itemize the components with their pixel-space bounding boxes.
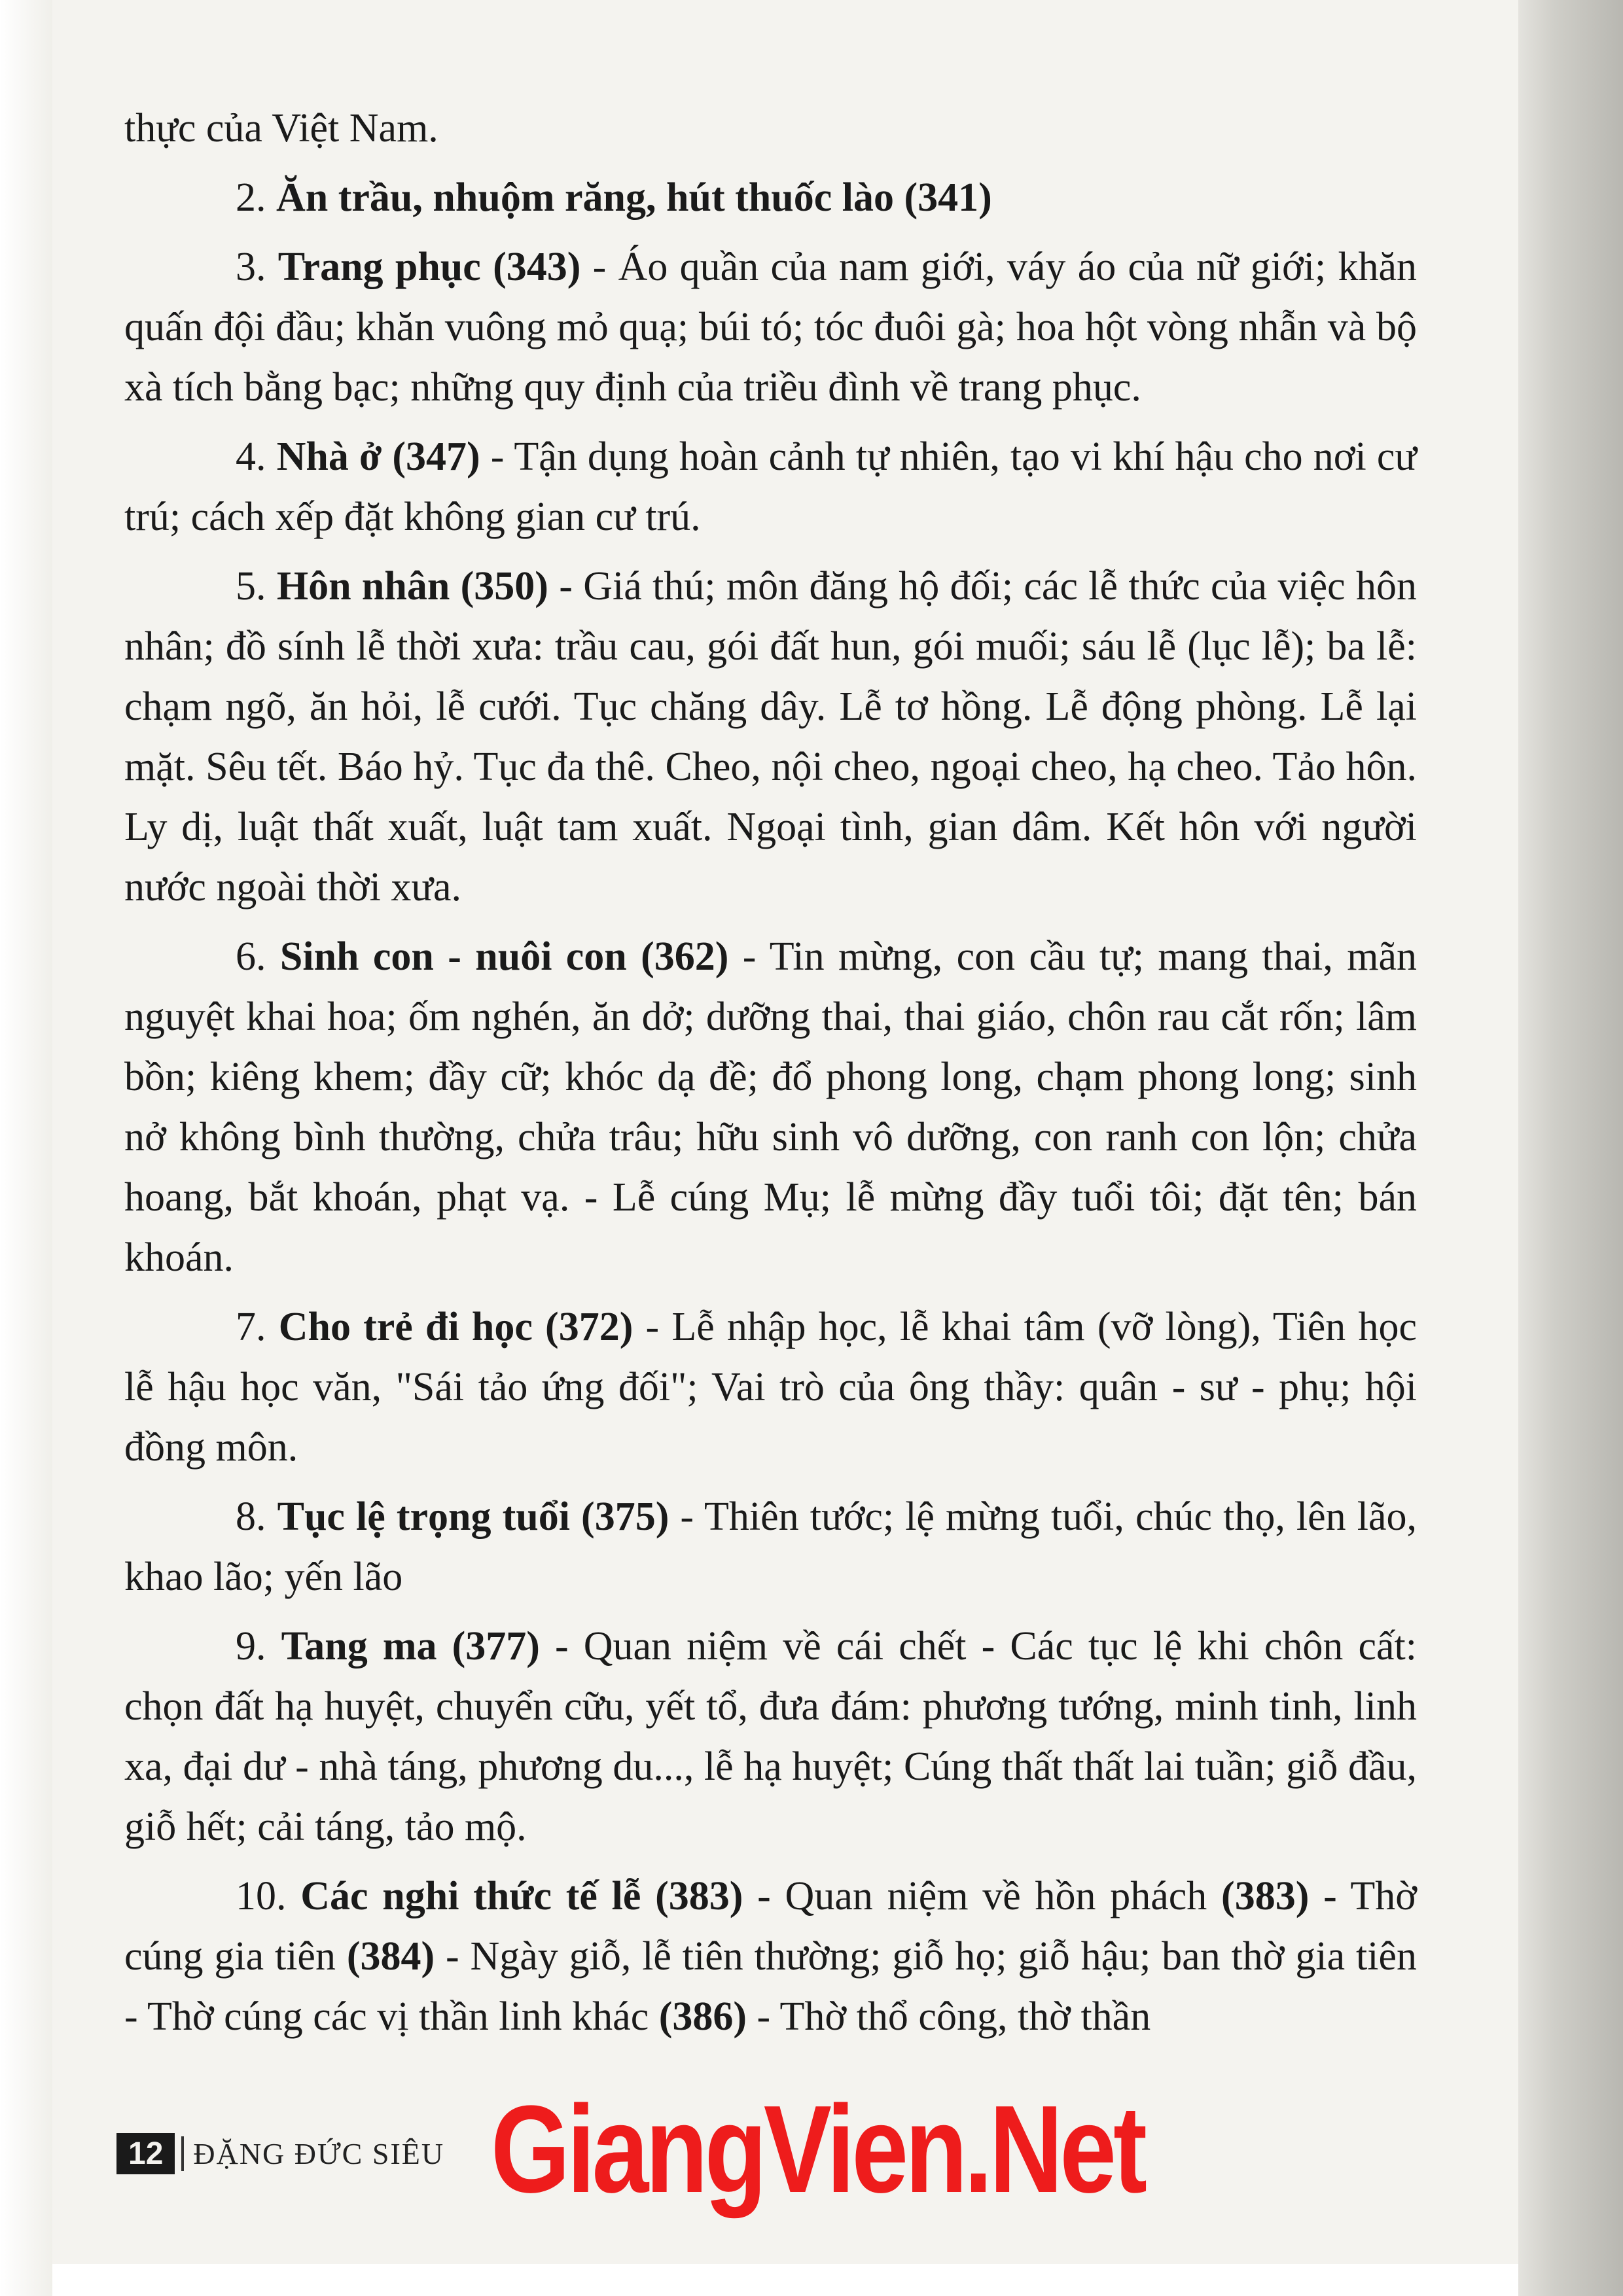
item-body: - Thiên tước; lệ mừng tuổi, chúc thọ, lên lão, khao lão; yến lão: [124, 1494, 1418, 1599]
item-body: - Áo quần của nam giới, váy áo của nữ giới; khăn quấn đội đầu; khăn vuông mỏ quạ; búi tó; tóc đuôi gà; hoa hột vòng nhẫn và bộ xà tích bằng bạc; những quy định của triều đình về trang phục.: [124, 245, 1417, 410]
item-number: 9.: [236, 1624, 281, 1669]
page-footer: [116, 2125, 444, 2181]
item-number: 2.: [236, 175, 276, 220]
paragraph-item-2: [124, 168, 1417, 228]
item-title: Tục lệ trọng tuổi (375): [277, 1494, 669, 1539]
paragraph-item-5: [124, 556, 1417, 917]
item-body: - Tận dụng hoàn cảnh tự nhiên, tạo vi khí hậu cho nơi cư trú; cách xếp đặt không gian cư trú.: [124, 434, 1417, 539]
item-number: 3.: [236, 245, 278, 289]
watermark-text: GiangVien.Net: [491, 2080, 1145, 2219]
item-title: Cho trẻ đi học (372): [278, 1305, 633, 1349]
item-title: Nhà ở (347): [276, 434, 480, 479]
item-title: Sinh con - nuôi con (362): [279, 934, 729, 979]
item-number: 5.: [236, 564, 277, 609]
paragraph-item-8: [124, 1487, 1417, 1607]
item-title: Các nghi thức tế lễ (383): [300, 1874, 743, 1918]
paragraph-continuation: [124, 98, 1417, 158]
item-title: Trang phục (343): [277, 245, 581, 289]
item-title: Ăn trầu, nhuộm răng, hút thuốc lào (341): [276, 175, 992, 220]
paragraph-body: thực của Việt Nam.: [124, 106, 438, 150]
left-margin: [0, 0, 52, 2296]
paragraph-item-7: [124, 1297, 1417, 1477]
item-title: Hôn nhân (350): [276, 564, 548, 609]
item-number: 8.: [236, 1494, 277, 1539]
page-ref: (386): [658, 1994, 747, 2039]
paragraph-item-9: [124, 1616, 1417, 1857]
item-number: 4.: [236, 434, 277, 479]
item-body: - Quan niệm về cái chết - Các tục lệ khi chôn cất: chọn đất hạ huyệt, chuyển cữu, yết tổ, đưa đám: phương tướng, minh tinh, linh xa, đại dư - nhà táng, phương du..., lễ hạ huyệt; Cúng thất thất lai tuần; giỗ đầu, giỗ hết; cải táng, tảo mộ.: [124, 1624, 1417, 1849]
item-body: - Tin mừng, con cầu tự; mang thai, mãn nguyệt khai hoa; ốm nghén, ăn dở; dưỡng thai, thai giáo, chôn rau cắt rốn; lâm bồn; kiêng khem; đầy cữ; khóc dạ đề; đổ phong long, chạm phong long; sinh nở không bình thường, chửa trâu; hữu sinh vô dưỡng, con ranh con lộn; chửa hoang, bắt khoán, phạt vạ. - Lễ cúng Mụ; lễ mừng đầy tuổi tôi; đặt tên; bán khoán.: [124, 934, 1418, 1280]
item-body: - Ngày giỗ, lễ tiên thường; giỗ họ; giỗ hậu; ban thờ gia tiên - Thờ cúng các vị thần linh khác: [124, 1934, 1417, 2039]
paragraph-item-6: [124, 927, 1417, 1288]
item-body: - Giá thú; môn đăng hộ đối; các lễ thức của việc hôn nhân; đồ sính lễ thời xưa: trầu cau, gói đất hun, gói muối; sáu lễ (lục lễ); ba lễ: chạm ngõ, ăn hỏi, lễ cưới. Tục chăng dây. Lễ tơ hồng. Lễ động phòng. Lễ lại mặt. Sêu tết. Báo hỷ. Tục đa thê. Cheo, nội cheo, ngoại cheo, hạ cheo. Tảo hôn. Ly dị, luật thất xuất, luật tam xuất. Ngoại tình, gian dâm. Kết hôn với người nước ngoài thời xưa.: [124, 564, 1418, 910]
item-body: - Lễ nhập học, lễ khai tâm (vỡ lòng), Tiên học lễ hậu học văn, "Sái tảo ứng đối"; Vai trò của ông thầy: quân - sư - phụ; hội đồng môn.: [124, 1305, 1418, 1470]
item-number: 7.: [236, 1305, 279, 1349]
item-body: - Thờ thổ công, thờ thần: [747, 1994, 1151, 2039]
page-number: 12: [116, 2133, 175, 2174]
page-ref: (383): [1221, 1874, 1310, 1918]
page-spine-shadow: [1518, 0, 1623, 2296]
paragraph-item-4: [124, 427, 1417, 547]
item-body: - Quan niệm về hồn phách: [743, 1874, 1222, 1918]
item-title: Tang ma (377): [281, 1624, 540, 1669]
page-body: [124, 98, 1417, 2056]
paragraph-item-3: [124, 237, 1417, 417]
item-number: 10.: [236, 1874, 301, 1918]
paragraph-item-10: [124, 1866, 1417, 2047]
author-name: ĐẶNG ĐỨC SIÊU: [181, 2136, 444, 2171]
page-ref: (384): [346, 1934, 435, 1979]
item-number: 6.: [236, 934, 280, 979]
item-body: - Thờ cúng gia tiên: [124, 1874, 1417, 1979]
